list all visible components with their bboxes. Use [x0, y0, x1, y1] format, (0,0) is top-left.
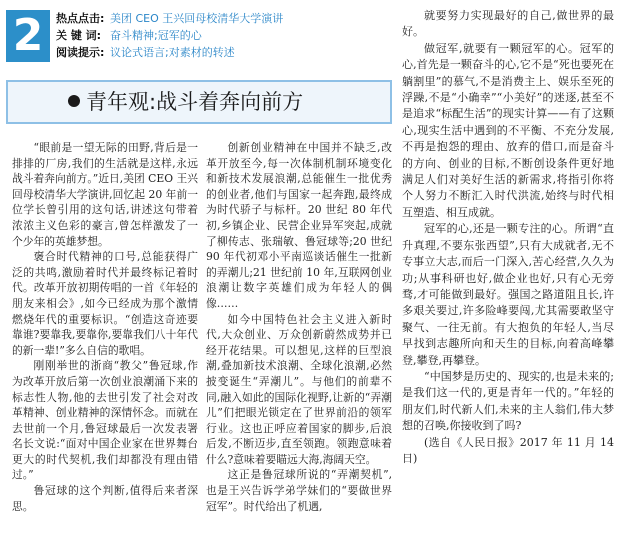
- paragraph: 就要努力实现最好的自己,做世界的最好。: [402, 9, 614, 39]
- title-banner: [6, 80, 392, 124]
- paragraph: 做冠军,就要有一颗冠军的心。冠军的心,首先是一颗奋斗的心,它不是“死也要死在躺割里”的慕气,不是消费主上、娱乐至死的浮躁,不是“小确幸”“小美好”的迷逐,甚至不是追求“标配生活”的现实计算——有了这颗心,现实生活中遇到的不平衡、不充分发展,不再是抱怨的理由、放弃的借口,而是奋斗的方向、创业的目标,不断创设条件更好地满足人们对美好生活的新需求,将指引你将个人努力不断汇入时代洪流,始终与时代相互塑造、相互成就。: [402, 41, 614, 219]
- paragraph: 如今中国特色社会主义进入新时代,大众创业、万众创新蔚然成势并已经开花结果。可以想见,这样的巨型浪潮,叠加新技术浪潮、全球化浪潮,必然披变诞生“弄潮儿”。与他们的前辈不同,融入如此的国际化视野,让新的“弄潮儿”们把眼光锁定在了世界前沿的领军行业。这也正呼应着国家的脚步,后浪后发,不断迈步,直至领跑。领跑意味着什么?意味着要瞄远大海,海阔天空。: [206, 312, 392, 466]
- source-citation: (选自《人民日报》2017 年 11 月 14 日): [402, 435, 614, 465]
- paragraph: 创新创业精神在中国并不缺乏,改革开放至今,每一次体制机制环境变化和新技术发展浪潮,总能催生一批优秀的创业者,他们与国家一起奔跑,最终成为时代骄子与标杆。20 世纪 80 年代初,乡镇企业、民营企业异军突起,成就了柳传志、张瑞敏、鲁冠球等;20 世纪 90 年代初邓小平南巡谈话催生一批新的弄潮儿;21 世纪前 10 年,互联网创业浪潮让数字英雄们成为年轻人的偶像……: [206, 141, 392, 310]
- paragraph: “中国梦是历史的、现实的,也是未来的;是我们这一代的,更是青年一代的。”年轻的朋友们,时代新人们,未来的主人翁们,伟大梦想的召唤,你接收到了吗?: [402, 369, 614, 433]
- meta-label: 热点点击:: [56, 12, 105, 25]
- paragraph: “眼前是一望无际的田野,背后是一排排的厂房,我们的生活就是这样,永远战斗着奔向前方。”近日,美团 CEO 王兴回母校清华大学演讲,回忆起 20 年前一位学长曾引用的这句话,讲述这句带着浓浓主义色彩的豪言,曾怎样激发了一个少年的英雄梦想。: [12, 141, 198, 248]
- meta-value: 议论式语言;对素材的转述: [110, 46, 235, 59]
- paragraph: 褒合时代精神的口号,总能获得广泛的共鸣,激励着时代并最终标记着时代。改革开放初期传唱的一首《年轻的朋友来相会》,如今已经成为那个激情燃烧年代的重要标识。“创造这奇迹要靠谁?要靠我,要靠你,要靠我们八十年代的新一辈!”多么自信的歌唱。: [12, 250, 198, 357]
- article-title: 青年观:战斗着奔向前方: [86, 90, 304, 114]
- paragraph: 鲁冠球的这个判断,值得后来者深思。: [12, 484, 198, 513]
- paragraph: 冠军的心,还是一颗专注的心。所谓“直升真理,不要东张西望”,只有大成就者,无不专事立大志,而后一门深入,苦心经营,久久为功;从事科研也好,做企业也好,只有心无旁骛,才可能做到最好。强国之路道阻且长,许多艰关要过,许多险峰要闯,尤其需要敢坚守聚气、一往无前。有大抱负的年轻人,当尽早找到志趣所向和天生的目标,向着高峰攀登,攀登,再攀登。: [402, 222, 614, 367]
- meta-value: 奋斗精神;冠军的心: [110, 29, 202, 42]
- bullet-icon: [68, 95, 80, 107]
- meta-label: 阅读提示:: [56, 46, 105, 59]
- paragraph: 这正是鲁冠球所说的“弄潮契机”,也是王兴告诉学弟学妹们的“要做世界冠军”。时代给出了机遇,: [206, 468, 392, 513]
- meta-value: 美团 CEO 王兴回母校清华大学演讲: [110, 12, 284, 25]
- topic-meta: [56, 10, 386, 61]
- text-column-3: [402, 8, 614, 467]
- text-column-2: [206, 140, 392, 514]
- meta-label: 关 键 词:: [56, 29, 102, 42]
- topic-number-badge: 2: [6, 10, 50, 62]
- meta-row-hot: [56, 10, 386, 27]
- article-title-wrap: [68, 88, 303, 116]
- text-column-1: [12, 140, 198, 514]
- paragraph: 刚刚举世的浙商“教父”鲁冠球,作为改革开放后第一次创业浪潮涌下来的标志性人物,他的去世引发了社会对改革精神、创业精神的深情怀念。而就在去世前一个月,鲁冠球最后一次发表署名长文说:“面对中国企业家在世界舞台更大的时代契机,我们却都没有理由错过。”: [12, 359, 198, 482]
- meta-row-tips: [56, 44, 386, 61]
- meta-row-keywords: [56, 27, 386, 44]
